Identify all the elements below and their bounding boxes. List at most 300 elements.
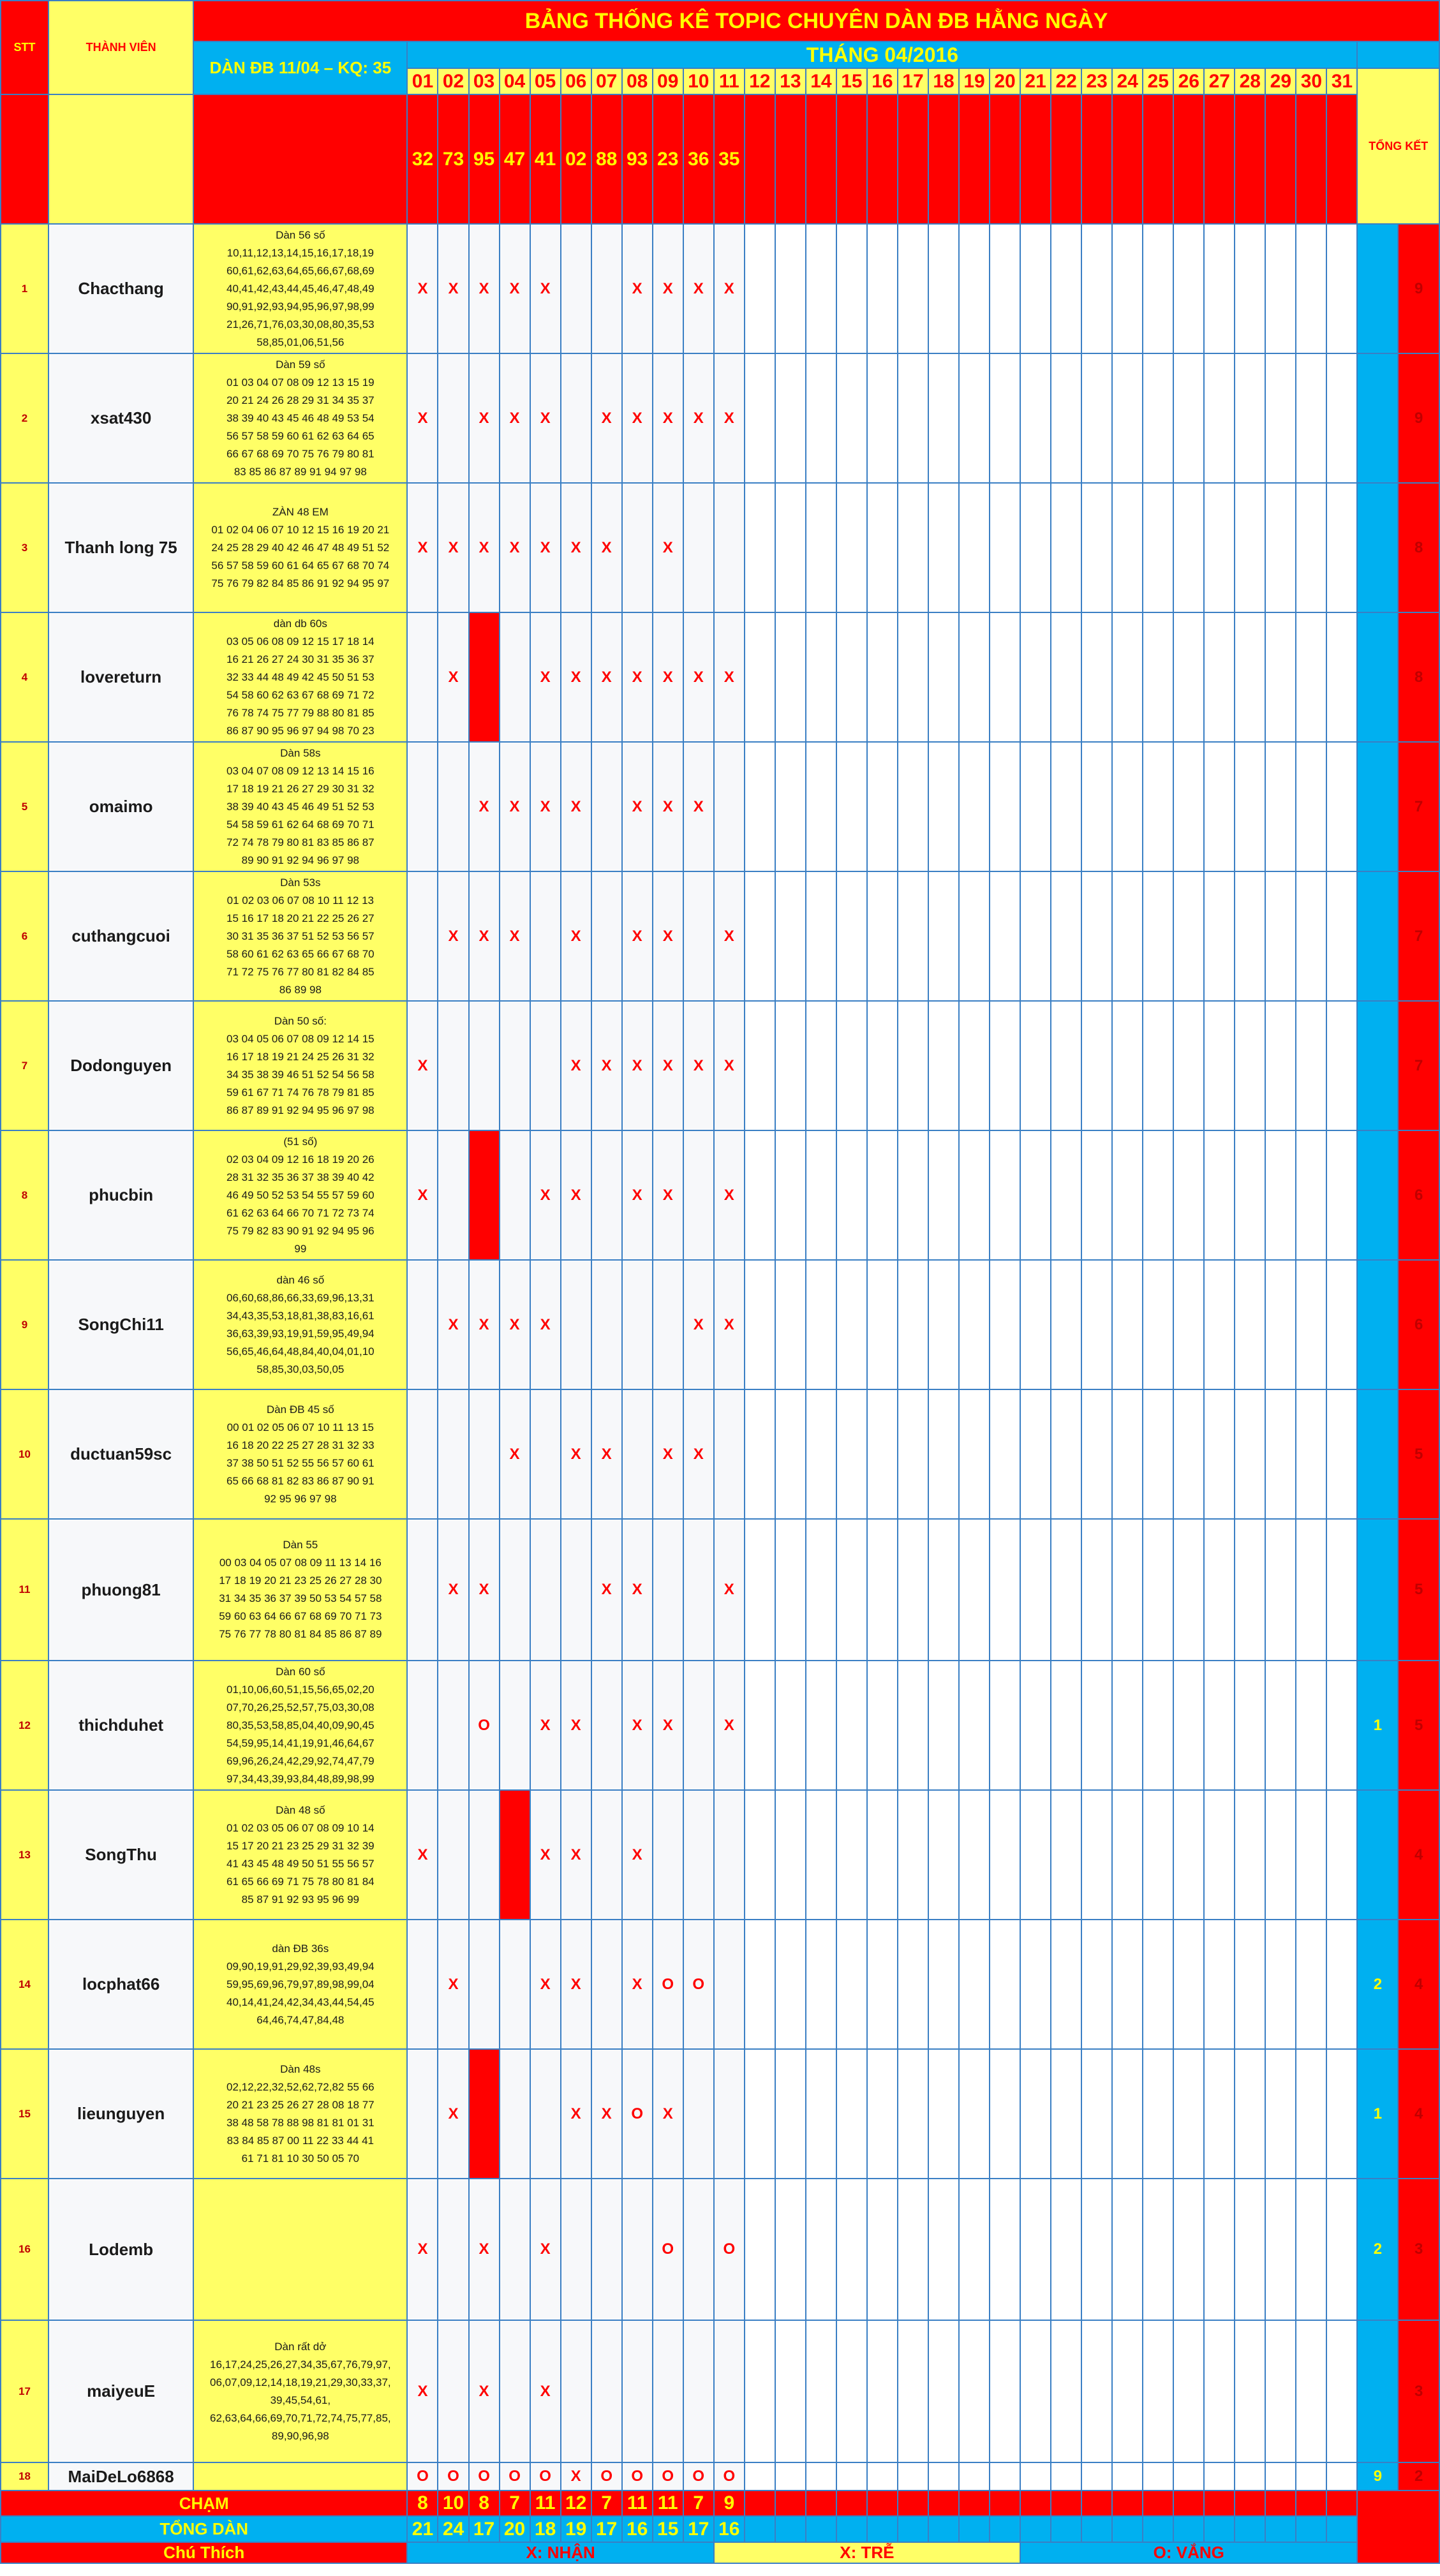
day-mark <box>898 742 928 871</box>
day-mark <box>1020 2320 1051 2462</box>
member-row <box>1 1661 1439 1790</box>
member-name: cuthangcuoi <box>48 871 193 1001</box>
dan-text: dàn db 60s 03 05 06 08 09 12 15 17 18 14 16 21 26 27 24 30 31 35 36 37 32 33 44 48 49 42 45 50 51 53 54 58 60 62 63 67 68 69 71 72 76 78 74 75 77 79 88 80 81 85 86 87 90 95 96 97 94 98 70 23 <box>226 617 375 737</box>
day-mark <box>1112 871 1143 1001</box>
day-mark <box>591 1661 622 1790</box>
day-mark <box>745 1661 775 1790</box>
day-mark <box>1326 1790 1357 1920</box>
day-mark <box>775 612 806 742</box>
day-mark <box>1265 2462 1296 2491</box>
day-mark <box>745 1790 775 1920</box>
day-mark: X <box>561 612 591 742</box>
tong-cell <box>745 2516 775 2542</box>
late-mark <box>469 1130 500 1260</box>
day-mark <box>867 742 898 871</box>
day-mark <box>1051 612 1081 742</box>
day-mark <box>561 1519 591 1661</box>
day-mark <box>806 2049 836 2179</box>
day-mark <box>1265 1790 1296 1920</box>
day-mark <box>469 1790 500 1920</box>
day-mark <box>1143 1001 1173 1130</box>
tong-cell: 21 <box>407 2516 438 2542</box>
day-mark <box>745 1519 775 1661</box>
day-mark <box>622 1389 653 1519</box>
row-number: 11 <box>1 1519 48 1661</box>
member-row <box>1 1920 1439 2049</box>
day-mark: X <box>653 871 683 1001</box>
day-mark: X <box>561 871 591 1001</box>
day-header: 25 <box>1143 68 1173 94</box>
day-mark <box>867 353 898 483</box>
tong-cell: 19 <box>561 2516 591 2542</box>
day-mark <box>1235 1130 1265 1260</box>
day-mark <box>438 1130 468 1260</box>
day-mark <box>898 2320 928 2462</box>
day-mark <box>683 2320 714 2462</box>
day-mark <box>775 1920 806 2049</box>
day-mark <box>469 1001 500 1130</box>
day-mark <box>745 1001 775 1130</box>
day-mark: O <box>714 2462 745 2491</box>
cham-cell <box>745 2491 775 2516</box>
day-mark <box>1143 1389 1173 1519</box>
day-mark: O <box>714 2179 745 2320</box>
day-mark <box>1112 224 1143 353</box>
day-mark <box>1204 1389 1235 1519</box>
day-mark <box>591 2320 622 2462</box>
absent-count <box>1357 1519 1398 1661</box>
dan-text: Dàn 53s 01 02 03 06 07 08 10 11 12 13 15 16 17 18 20 21 22 25 26 27 30 31 35 36 37 51 52 53 56 57 58 60 61 62 63 65 66 67 68 70 71 72 75 76 77 80 81 82 84 85 86 89 98 <box>226 876 375 996</box>
day-mark <box>714 2320 745 2462</box>
day-mark <box>500 1920 530 2049</box>
day-mark <box>1296 2049 1326 2179</box>
day-mark <box>1051 742 1081 871</box>
result-cell <box>959 94 990 224</box>
month-header: THÁNG 04/2016 <box>407 41 1357 68</box>
member-row <box>1 483 1439 612</box>
day-mark <box>990 224 1020 353</box>
day-mark <box>653 1790 683 1920</box>
day-mark: O <box>407 2462 438 2491</box>
total-count: 7 <box>1398 871 1439 1001</box>
day-mark <box>530 1001 561 1130</box>
day-mark <box>1265 2179 1296 2320</box>
absent-count: 1 <box>1357 2049 1398 2179</box>
member-name: phucbin <box>48 1130 193 1260</box>
member-row <box>1 2462 1439 2491</box>
day-mark: X <box>653 1389 683 1519</box>
day-mark <box>1081 483 1112 612</box>
day-mark <box>622 2320 653 2462</box>
day-mark <box>1235 2049 1265 2179</box>
day-header: 22 <box>1051 68 1081 94</box>
day-mark <box>1051 1790 1081 1920</box>
day-mark <box>1143 2049 1173 2179</box>
day-mark <box>806 1790 836 1920</box>
day-mark <box>806 871 836 1001</box>
member-row <box>1 2179 1439 2320</box>
day-mark <box>775 2320 806 2462</box>
day-mark <box>959 2179 990 2320</box>
day-mark <box>898 1920 928 2049</box>
day-mark <box>1173 1001 1204 1130</box>
day-mark <box>1204 612 1235 742</box>
day-mark <box>1143 2462 1173 2491</box>
day-mark: X <box>622 1130 653 1260</box>
day-mark <box>867 1389 898 1519</box>
day-mark <box>1173 2049 1204 2179</box>
member-name: Thanh long 75 <box>48 483 193 612</box>
day-header: 26 <box>1173 68 1204 94</box>
day-mark: X <box>500 224 530 353</box>
day-mark <box>561 2320 591 2462</box>
day-mark <box>1112 1260 1143 1389</box>
total-count: 6 <box>1398 1130 1439 1260</box>
day-mark: X <box>622 353 653 483</box>
member-name: SongChi11 <box>48 1260 193 1389</box>
tong-cell <box>867 2516 898 2542</box>
day-mark <box>1143 224 1173 353</box>
day-mark <box>867 2462 898 2491</box>
member-row <box>1 742 1439 871</box>
day-mark <box>1204 2462 1235 2491</box>
day-mark: X <box>530 1661 561 1790</box>
day-mark <box>745 2462 775 2491</box>
day-mark <box>1204 2049 1235 2179</box>
member-name: Dodonguyen <box>48 1001 193 1130</box>
tong-cell <box>898 2516 928 2542</box>
day-mark <box>1051 1260 1081 1389</box>
total-count: 5 <box>1398 1389 1439 1519</box>
day-mark <box>959 1661 990 1790</box>
row-number: 6 <box>1 871 48 1001</box>
day-mark <box>1204 2320 1235 2462</box>
day-header: 14 <box>806 68 836 94</box>
day-mark <box>1326 742 1357 871</box>
absent-count <box>1357 612 1398 742</box>
day-mark <box>990 2320 1020 2462</box>
summary-spacer <box>1357 41 1439 68</box>
cham-cell: 11 <box>653 2491 683 2516</box>
day-mark <box>836 1130 867 1260</box>
day-mark <box>1081 742 1112 871</box>
day-mark <box>500 1130 530 1260</box>
day-mark: X <box>407 1130 438 1260</box>
day-header: 29 <box>1265 68 1296 94</box>
day-mark <box>928 1389 959 1519</box>
row-number: 4 <box>1 612 48 742</box>
day-mark <box>1265 2320 1296 2462</box>
day-mark <box>928 742 959 871</box>
cham-cell: 8 <box>407 2491 438 2516</box>
day-mark <box>1173 1790 1204 1920</box>
day-mark: O <box>438 2462 468 2491</box>
day-mark <box>1081 1260 1112 1389</box>
member-name: thichduhet <box>48 1661 193 1790</box>
cham-cell: 10 <box>438 2491 468 2516</box>
day-mark <box>1173 1130 1204 1260</box>
day-mark: X <box>622 1001 653 1130</box>
day-mark <box>1326 1130 1357 1260</box>
day-mark <box>1296 1790 1326 1920</box>
day-mark: X <box>622 1920 653 2049</box>
day-mark <box>1081 1790 1112 1920</box>
day-mark <box>1326 2049 1357 2179</box>
absent-count <box>1357 2320 1398 2462</box>
day-mark <box>1051 353 1081 483</box>
tong-cell <box>1112 2516 1143 2542</box>
day-mark: X <box>683 1389 714 1519</box>
dan-text: dàn ĐB 36s 09,90,19,91,29,92,39,93,49,94 59,95,69,96,79,97,89,98,99,04 40,14,41,24,42,34,43,44,54,45 64,46,74,47,84,48 <box>226 1942 375 2026</box>
day-mark <box>438 1389 468 1519</box>
day-mark <box>1173 224 1204 353</box>
dan-cell <box>193 1389 407 1519</box>
absent-count: 2 <box>1357 2179 1398 2320</box>
day-mark <box>438 2320 468 2462</box>
day-mark <box>1143 353 1173 483</box>
day-mark <box>1112 1790 1143 1920</box>
dan-header: DÀN ĐB 11/04 – KQ: 35 <box>193 41 407 94</box>
day-mark <box>1020 353 1051 483</box>
day-mark <box>683 2179 714 2320</box>
day-mark <box>1296 1389 1326 1519</box>
row-number: 5 <box>1 742 48 871</box>
day-mark <box>836 612 867 742</box>
day-mark: O <box>591 2462 622 2491</box>
day-mark <box>653 2320 683 2462</box>
dan-text: Dàn 58s 03 04 07 08 09 12 13 14 15 16 17 18 19 21 26 27 29 30 31 32 38 39 40 43 45 46 49 51 52 53 54 58 59 61 62 64 68 69 70 71 72 74 78 79 80 81 83 85 86 87 89 90 91 92 94 96 97 98 <box>226 746 375 866</box>
day-mark <box>1173 2320 1204 2462</box>
tong-cell: 17 <box>683 2516 714 2542</box>
cham-cell <box>1173 2491 1204 2516</box>
cham-cell <box>959 2491 990 2516</box>
dan-cell <box>193 2462 407 2491</box>
day-mark <box>806 2179 836 2320</box>
row-number: 2 <box>1 353 48 483</box>
day-mark: X <box>683 1001 714 1130</box>
day-mark: X <box>438 871 468 1001</box>
total-count: 4 <box>1398 2049 1439 2179</box>
day-mark <box>898 1001 928 1130</box>
day-mark: X <box>500 871 530 1001</box>
day-mark <box>959 353 990 483</box>
member-row <box>1 1001 1439 1130</box>
day-mark: X <box>469 2320 500 2462</box>
absent-count: 1 <box>1357 1661 1398 1790</box>
result-cell <box>1235 94 1265 224</box>
day-mark: O <box>683 1920 714 2049</box>
day-mark <box>1235 1661 1265 1790</box>
day-mark <box>1204 1001 1235 1130</box>
dan-cell <box>193 1001 407 1130</box>
day-mark <box>745 353 775 483</box>
day-mark <box>1081 1519 1112 1661</box>
day-mark <box>683 871 714 1001</box>
tong-cell <box>1296 2516 1326 2542</box>
day-mark <box>806 483 836 612</box>
day-header: 21 <box>1020 68 1051 94</box>
day-mark <box>1173 2179 1204 2320</box>
day-mark: X <box>530 1790 561 1920</box>
dan-cell <box>193 1661 407 1790</box>
day-mark <box>806 1001 836 1130</box>
day-mark <box>500 2049 530 2179</box>
day-header: 05 <box>530 68 561 94</box>
result-cell <box>1143 94 1173 224</box>
day-mark <box>959 1001 990 1130</box>
day-mark <box>1143 1130 1173 1260</box>
day-mark <box>928 1790 959 1920</box>
cham-cell: 11 <box>622 2491 653 2516</box>
legend-vang: O: VẮNG <box>1020 2542 1357 2563</box>
total-count: 3 <box>1398 2320 1439 2462</box>
day-mark <box>806 1260 836 1389</box>
day-mark <box>990 483 1020 612</box>
day-mark <box>1296 2179 1326 2320</box>
result-cell <box>775 94 806 224</box>
day-mark <box>1173 1389 1204 1519</box>
day-mark <box>990 1001 1020 1130</box>
member-row <box>1 1519 1439 1661</box>
day-mark <box>836 1920 867 2049</box>
day-mark <box>898 353 928 483</box>
day-mark: X <box>714 1260 745 1389</box>
day-mark <box>745 2179 775 2320</box>
day-mark <box>990 1130 1020 1260</box>
total-count: 5 <box>1398 1519 1439 1661</box>
day-mark <box>653 1519 683 1661</box>
absent-count <box>1357 1389 1398 1519</box>
member-name: ductuan59sc <box>48 1389 193 1519</box>
day-mark <box>990 2179 1020 2320</box>
tong-cell <box>1051 2516 1081 2542</box>
day-mark <box>775 1260 806 1389</box>
member-name: Chacthang <box>48 224 193 353</box>
day-mark: X <box>653 483 683 612</box>
dan-cell <box>193 1130 407 1260</box>
day-mark <box>1112 612 1143 742</box>
day-mark <box>836 2320 867 2462</box>
tong-cell <box>1143 2516 1173 2542</box>
total-count: 9 <box>1398 224 1439 353</box>
day-mark <box>1326 1661 1357 1790</box>
absent-count <box>1357 1130 1398 1260</box>
day-mark <box>867 1790 898 1920</box>
day-mark <box>1265 871 1296 1001</box>
day-mark <box>1326 1920 1357 2049</box>
absent-count <box>1357 1790 1398 1920</box>
day-mark: O <box>622 2049 653 2179</box>
dan-cell <box>193 1519 407 1661</box>
day-mark <box>745 742 775 871</box>
day-mark <box>438 1661 468 1790</box>
day-mark <box>898 1661 928 1790</box>
day-mark <box>1020 2462 1051 2491</box>
day-mark: X <box>622 1790 653 1920</box>
tong-cell: 15 <box>653 2516 683 2542</box>
day-mark <box>959 1130 990 1260</box>
dan-text: Dàn 48s 02,12,22,32,52,62,72,82 55 66 20 21 23 25 26 27 28 08 18 77 38 48 58 78 88 98 81 81 01 31 83 84 85 87 00 11 22 33 44 41 61 71 81 10 30 50 05 70 <box>226 2062 375 2165</box>
tong-cell <box>1235 2516 1265 2542</box>
day-mark <box>898 1790 928 1920</box>
cham-cell: 7 <box>591 2491 622 2516</box>
day-mark: O <box>469 2462 500 2491</box>
day-mark <box>806 2320 836 2462</box>
day-mark: X <box>469 871 500 1001</box>
result-cell <box>990 94 1020 224</box>
day-mark: X <box>438 1920 468 2049</box>
day-header: 01 <box>407 68 438 94</box>
day-mark: X <box>591 2049 622 2179</box>
day-mark <box>683 1661 714 1790</box>
day-mark <box>806 612 836 742</box>
day-mark <box>1265 1661 1296 1790</box>
member-row <box>1 2320 1439 2462</box>
day-mark: X <box>622 224 653 353</box>
day-mark <box>867 1260 898 1389</box>
day-mark <box>1173 483 1204 612</box>
day-mark <box>1112 2320 1143 2462</box>
day-mark <box>775 1001 806 1130</box>
day-mark <box>898 1519 928 1661</box>
day-mark <box>959 2320 990 2462</box>
day-mark <box>1081 224 1112 353</box>
day-mark <box>959 224 990 353</box>
tong-cell <box>928 2516 959 2542</box>
day-mark <box>745 1920 775 2049</box>
footer-tong <box>1 2516 1439 2542</box>
day-mark <box>1112 1130 1143 1260</box>
day-header: 16 <box>867 68 898 94</box>
day-mark <box>591 224 622 353</box>
day-mark <box>836 1519 867 1661</box>
day-mark <box>836 871 867 1001</box>
day-mark <box>1204 1661 1235 1790</box>
day-mark: X <box>500 1389 530 1519</box>
day-mark: X <box>653 2049 683 2179</box>
day-mark <box>438 1790 468 1920</box>
day-mark <box>1204 1519 1235 1661</box>
legend-title: Chú Thích <box>1 2542 407 2563</box>
result-cell <box>836 94 867 224</box>
day-mark <box>1112 2049 1143 2179</box>
day-mark <box>775 224 806 353</box>
day-mark <box>1051 871 1081 1001</box>
day-mark <box>745 1260 775 1389</box>
result-cell <box>898 94 928 224</box>
tong-cell <box>959 2516 990 2542</box>
day-mark <box>561 1260 591 1389</box>
member-row <box>1 612 1439 742</box>
day-mark <box>775 742 806 871</box>
day-mark <box>1265 2049 1296 2179</box>
day-mark <box>561 353 591 483</box>
day-header: 09 <box>653 68 683 94</box>
cham-cell <box>1051 2491 1081 2516</box>
day-mark <box>622 483 653 612</box>
day-mark <box>1265 1519 1296 1661</box>
day-header: 27 <box>1204 68 1235 94</box>
day-mark <box>1326 2462 1357 2491</box>
day-mark <box>469 1389 500 1519</box>
result-cell: 35 <box>714 94 745 224</box>
result-cell <box>1081 94 1112 224</box>
day-header: 06 <box>561 68 591 94</box>
member-name: locphat66 <box>48 1920 193 2049</box>
result-cell <box>1265 94 1296 224</box>
day-mark <box>1265 1130 1296 1260</box>
day-mark <box>959 483 990 612</box>
